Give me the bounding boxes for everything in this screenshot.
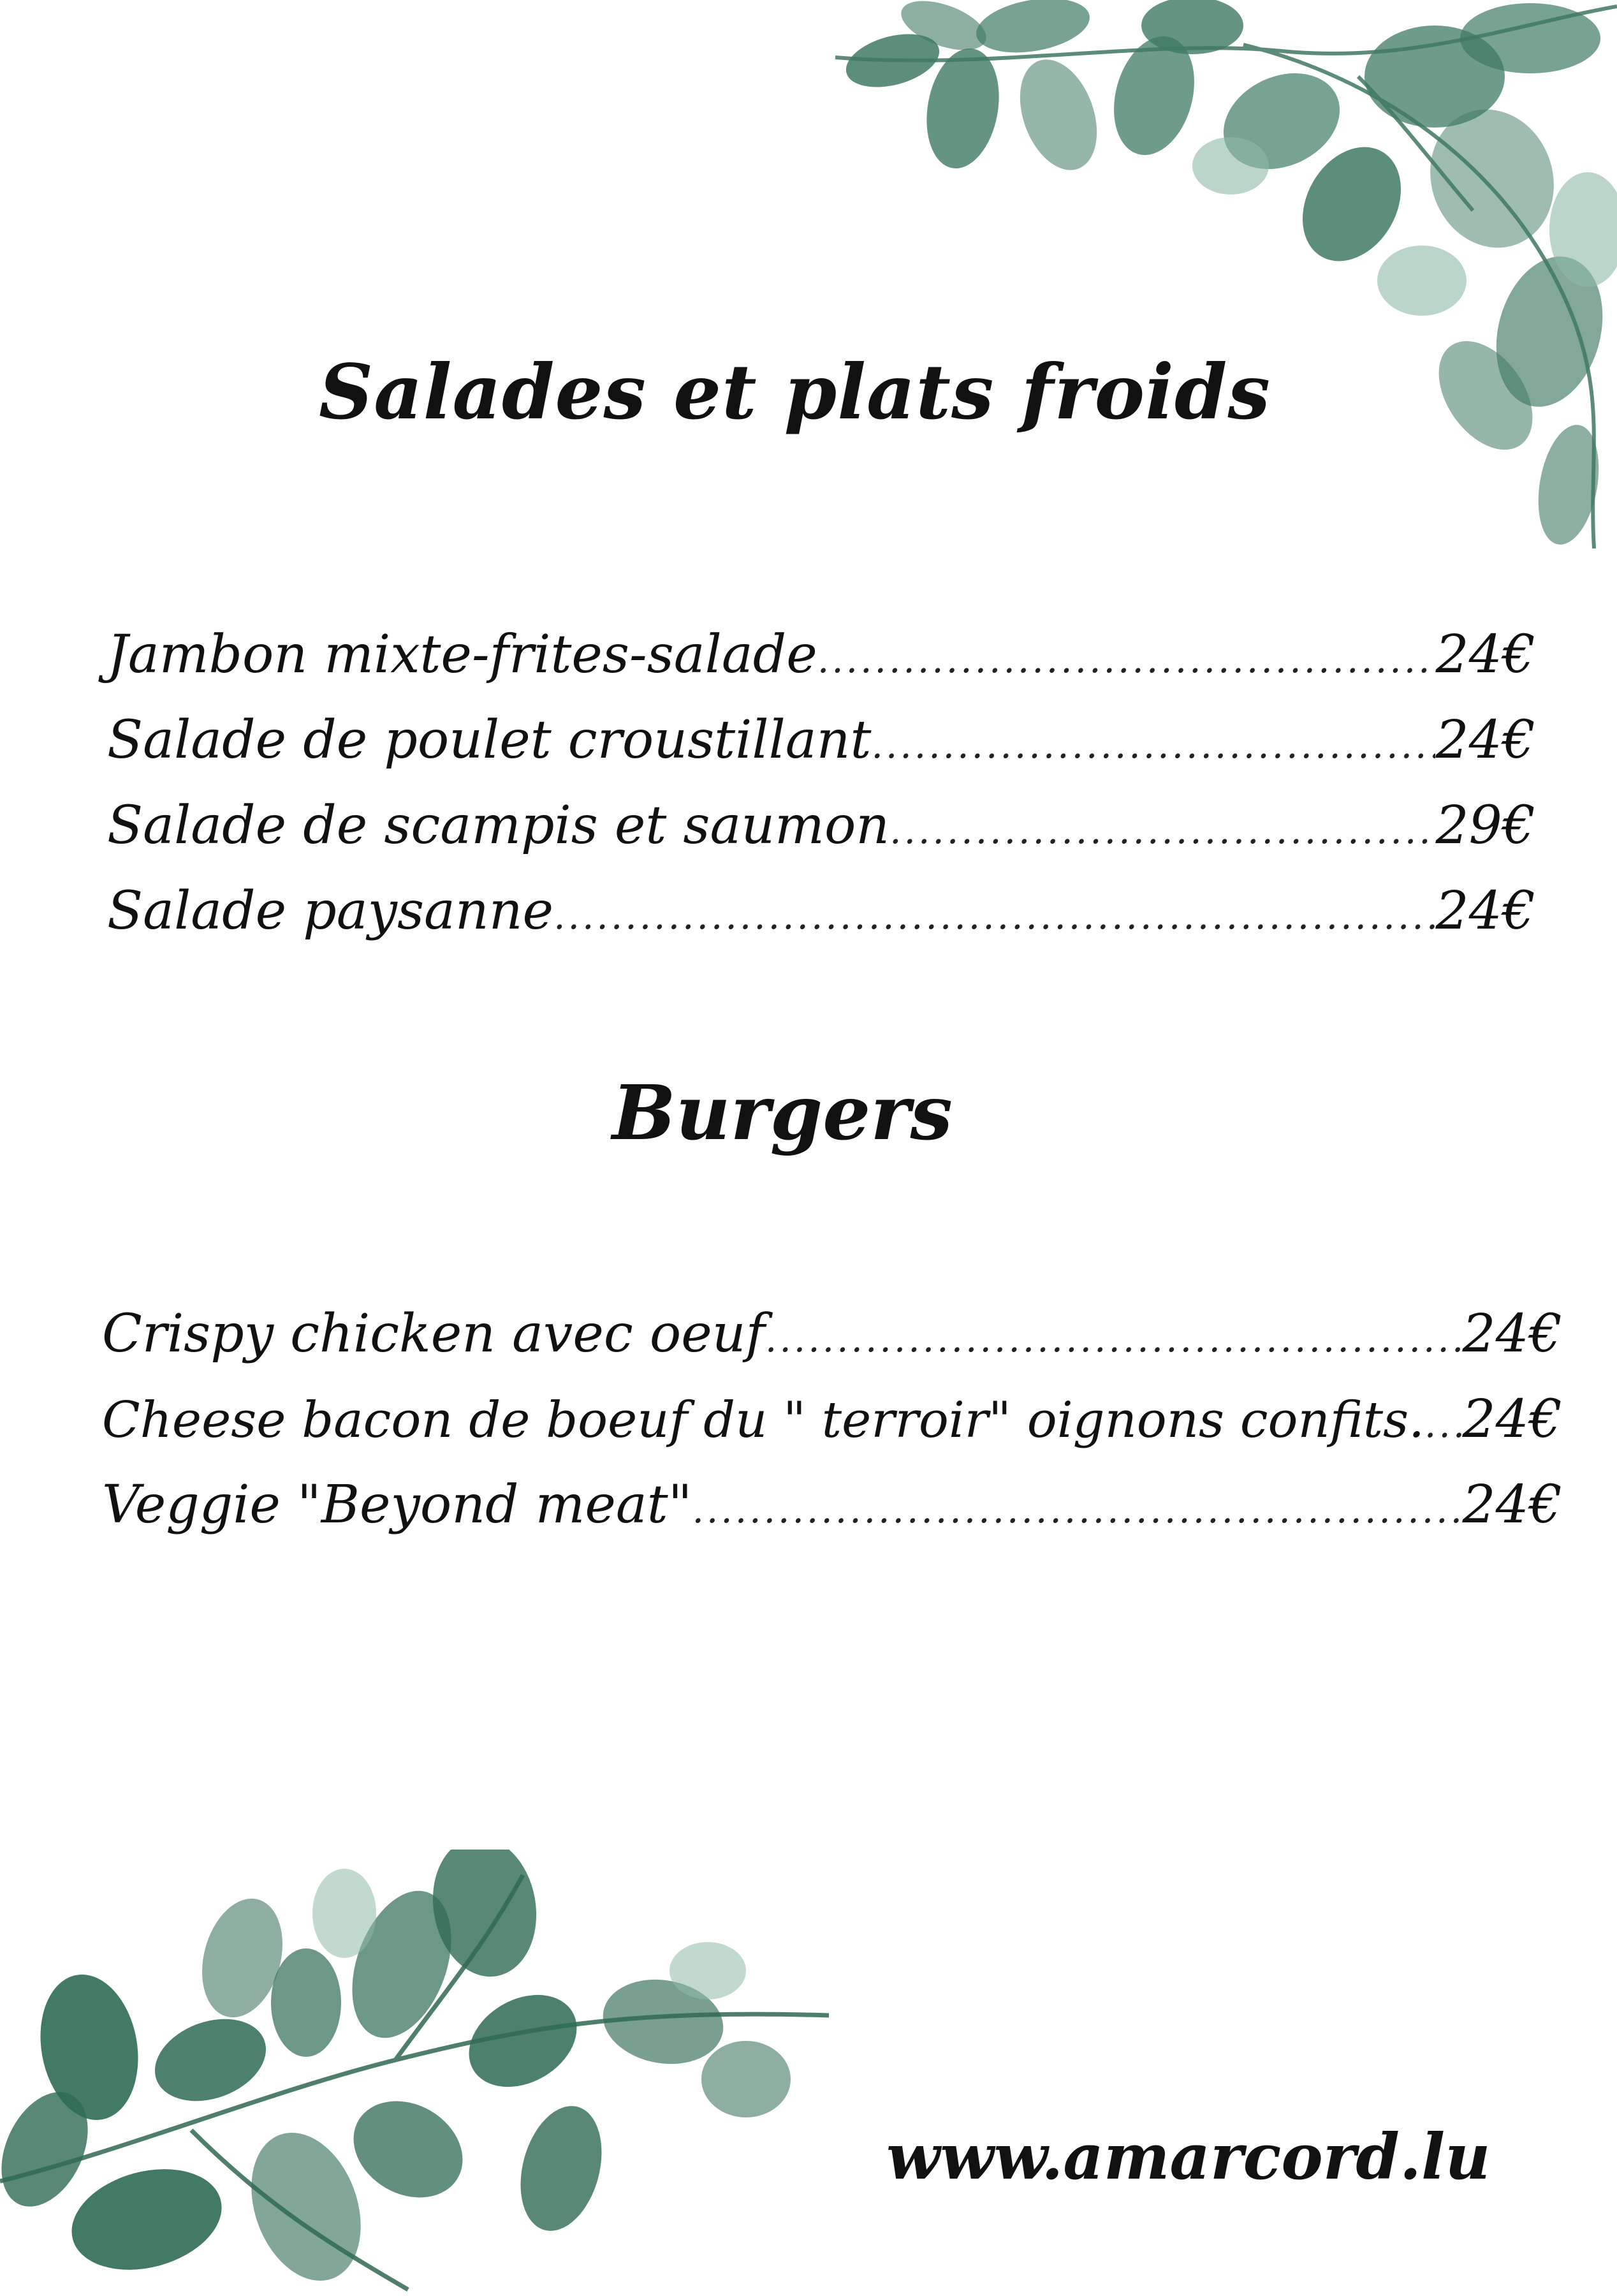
menu-list-burgers: [102, 1292, 1562, 1548]
dot-leader: [765, 1296, 1463, 1381]
item-price: 24€: [1462, 1304, 1562, 1364]
item-price: 24€: [1462, 1475, 1562, 1535]
menu-item: [107, 698, 1535, 783]
dot-leader: [871, 702, 1435, 788]
dot-leader: [817, 617, 1436, 702]
item-name: Salade de scampis et saumon: [107, 795, 890, 856]
eucalyptus-leaves-icon: [797, 0, 1617, 561]
menu-item: [107, 612, 1535, 698]
item-name: Salade paysanne: [107, 881, 554, 941]
menu-item: [102, 1462, 1562, 1548]
item-price: 29€: [1435, 795, 1535, 856]
dot-leader: [692, 1467, 1462, 1552]
item-name: Crispy chicken avec oeuf: [102, 1304, 765, 1364]
item-price: 24€: [1435, 624, 1535, 685]
item-name: Jambon mixte-frites-salade: [107, 624, 817, 685]
item-price: 24€: [1462, 1389, 1562, 1450]
dot-leader: [553, 873, 1435, 959]
item-name: Cheese bacon de boeuf du " terroir" oignons confits.: [102, 1392, 1424, 1449]
menu-item: [107, 783, 1535, 869]
menu-item: [102, 1377, 1562, 1462]
website-url[interactable]: www.amarcord.lu: [886, 2121, 1491, 2194]
item-name: Veggie "Beyond meat": [102, 1475, 692, 1535]
dot-leader: [1424, 1381, 1463, 1467]
item-name: Salade de poulet croustillant: [107, 710, 872, 770]
section-title-salades: Salades et plats froids: [319, 348, 1271, 436]
menu-item: [107, 869, 1535, 954]
section-title-burgers: Burgers: [612, 1068, 953, 1157]
eucalyptus-leaves-icon: [0, 1850, 842, 2296]
item-price: 24€: [1435, 710, 1535, 770]
menu-list-salades: [107, 612, 1535, 954]
menu-item: [102, 1292, 1562, 1377]
dot-leader: [889, 788, 1435, 873]
item-price: 24€: [1435, 881, 1535, 941]
